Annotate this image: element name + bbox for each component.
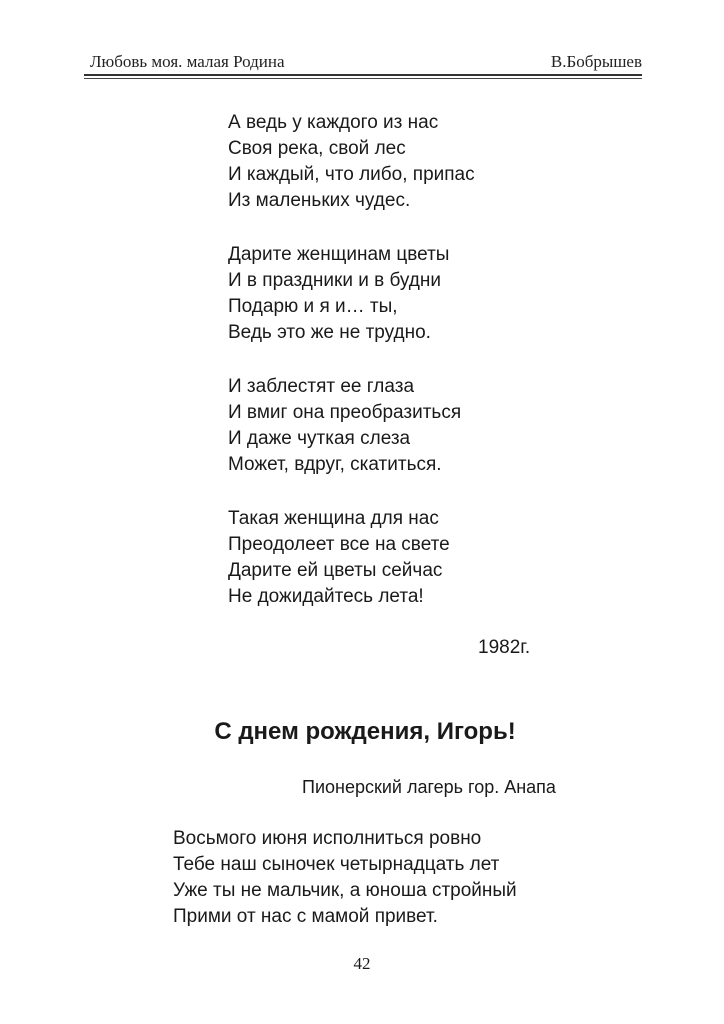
author-name: В.Бобрышев (550, 52, 642, 71)
stanza-2 (228, 242, 475, 346)
verse-line: И даже чуткая слеза (228, 428, 411, 449)
book-title: Любовь моя. малая Родина (90, 52, 285, 71)
poem-title: С днем рождения, Игорь! (214, 718, 516, 745)
verse-line: Из маленьких чудес. (228, 190, 411, 211)
verse-line: И каждый, что либо, припас (228, 164, 475, 185)
verse-line: Может, вдруг, скатиться. (228, 454, 442, 475)
verse-line: Уже ты не мальчик, а юноша стройный (173, 880, 517, 901)
verse-line: Дарите ей цветы сейчас (228, 560, 443, 581)
page-number: 42 (353, 954, 371, 973)
verse-line: Восьмого июня исполниться ровно (173, 828, 482, 849)
poem-year: 1982г. (478, 637, 531, 658)
verse-line: Подарю и я и… ты, (228, 296, 398, 317)
stanza-1 (228, 110, 475, 214)
stanza-3 (228, 374, 475, 478)
header-rule-thin (84, 78, 642, 79)
verse-line: Своя река, свой лес (228, 138, 406, 159)
verse-line: А ведь у каждого из нас (228, 112, 439, 133)
verse-line: И в праздники и в будни (228, 270, 441, 291)
verse-line: Прими от нас с мамой привет. (173, 906, 438, 927)
running-header (84, 50, 642, 74)
stanza-4 (228, 506, 475, 610)
verse-line: И вмиг она преобразиться (228, 402, 462, 423)
verse-line: Преодолеет все на свете (228, 534, 450, 555)
verse-line: Такая женщина для нас (228, 508, 439, 529)
poem-body (228, 110, 475, 638)
verse-line: И заблестят ее глаза (228, 376, 415, 397)
poem2-stanza (173, 826, 517, 930)
verse-line: Тебе наш сыночек четырнадцать лет (173, 854, 500, 875)
verse-line: Ведь это же не трудно. (228, 322, 431, 343)
poem-subtitle: Пионерский лагерь гор. Анапа (302, 777, 556, 797)
header-rule-thick (84, 74, 642, 76)
verse-line: Не дожидайтесь лета! (228, 586, 424, 607)
verse-line: Дарите женщинам цветы (228, 244, 450, 265)
